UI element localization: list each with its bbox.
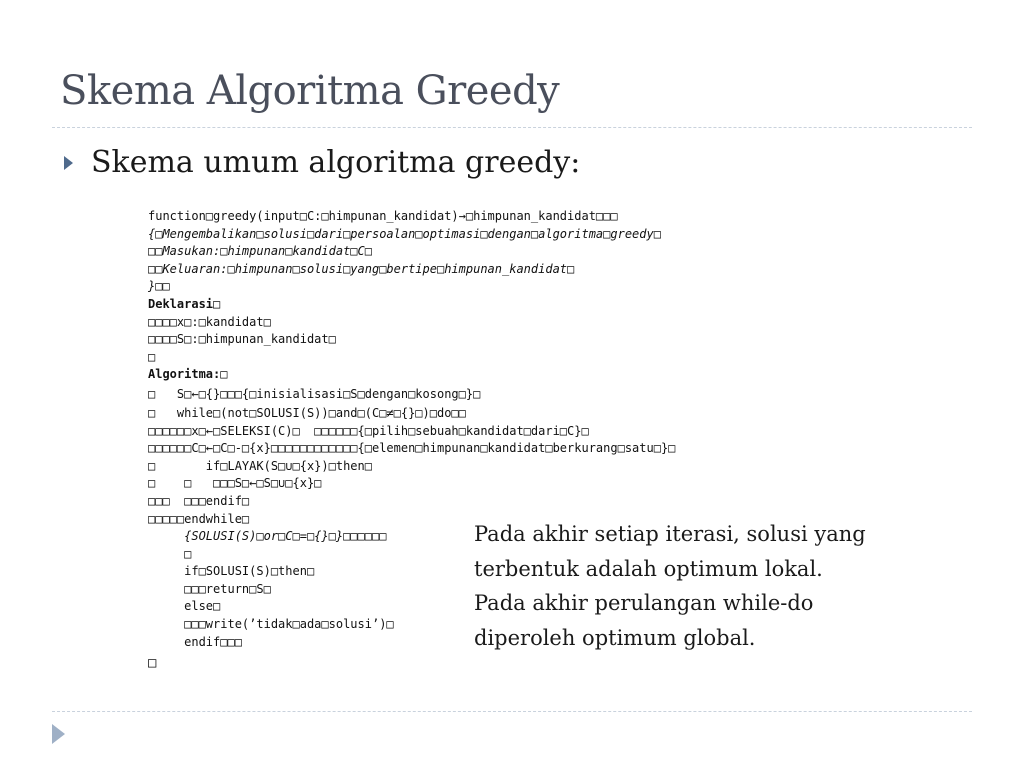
code-line: □ while□(not□SOLUSI(S))□and□(C□≠□{}□)□do□□ [148,405,466,420]
slide-title: Skema Algoritma Greedy [60,68,560,114]
code-line: □□□□□□C□←□C□-□{x}□□□□□□□□□□□□{□elemen□himpunan□kandidat□berkurang□satu□}□ [148,441,676,456]
bullet-text: Skema umum algoritma greedy: [91,145,581,180]
code-line: □□□ □□□endif□ [148,493,250,508]
code-line: □ [148,546,192,561]
code-line: if□SOLUSI(S)□then□ [148,564,315,579]
note-line: terbentuk adalah optimum lokal. [474,556,823,581]
triangle-bullet-icon [64,156,73,170]
code-line: □ if□LAYAK(S□∪□{x})□then□ [148,458,372,473]
code-line: □□Masukan:□himpunan□kandidat□C□ [148,244,372,259]
code-line: □□□□S□:□himpunan_kandidat□ [148,332,336,347]
note-line: Pada akhir perulangan while-do [474,591,814,615]
code-line: □ [148,349,156,364]
code-line: □□Keluaran:□himpunan□solusi□yang□bertipe□himpunan_kandidat□ [148,261,575,276]
code-line: □□□□□endwhile□ [148,511,250,526]
code-line: □□□return□S□ [148,581,271,596]
code-line: }□□ [148,279,170,294]
note-line: Pada akhir setiap iterasi, solusi yang [474,522,866,546]
code-line: {SOLUSI(S)□or□C□=□{}□}□□□□□□ [148,529,387,544]
triangle-corner-icon [52,724,65,744]
code-line: □ [148,655,157,672]
code-line: □□□□x□:□kandidat□ [148,314,271,329]
code-line: □ S□←□{}□□□{□inisialisasi□S□dengan□kosong□}□ [148,386,481,401]
code-line: □□□write(’tidak□ada□solusi’)□ [148,617,394,632]
note-line: diperoleh optimum global. [474,625,756,650]
code-line: □ □ □□□S□←□S□∪□{x}□ [148,476,322,491]
top-divider [52,127,972,128]
code-line: Deklarasi□ [148,296,221,311]
code-line: Algoritma:□ [148,367,228,382]
code-line: else□ [148,599,221,614]
bullet-item [64,145,580,180]
code-line: function□greedy(input□C:□himpunan_kandidat)→□himpunan_kandidat□□□ [148,209,618,223]
note-text [474,517,974,655]
code-line: {□Mengembalikan□solusi□dari□persoalan□optimasi□dengan□algoritma□greedy□ [148,226,661,241]
code-line: endif□□□ [148,634,242,649]
bottom-divider [52,711,972,712]
code-line: □□□□□□x□←□SELEKSI(C)□ □□□□□□{□pilih□sebuah□kandidat□dari□C}□ [148,423,589,438]
